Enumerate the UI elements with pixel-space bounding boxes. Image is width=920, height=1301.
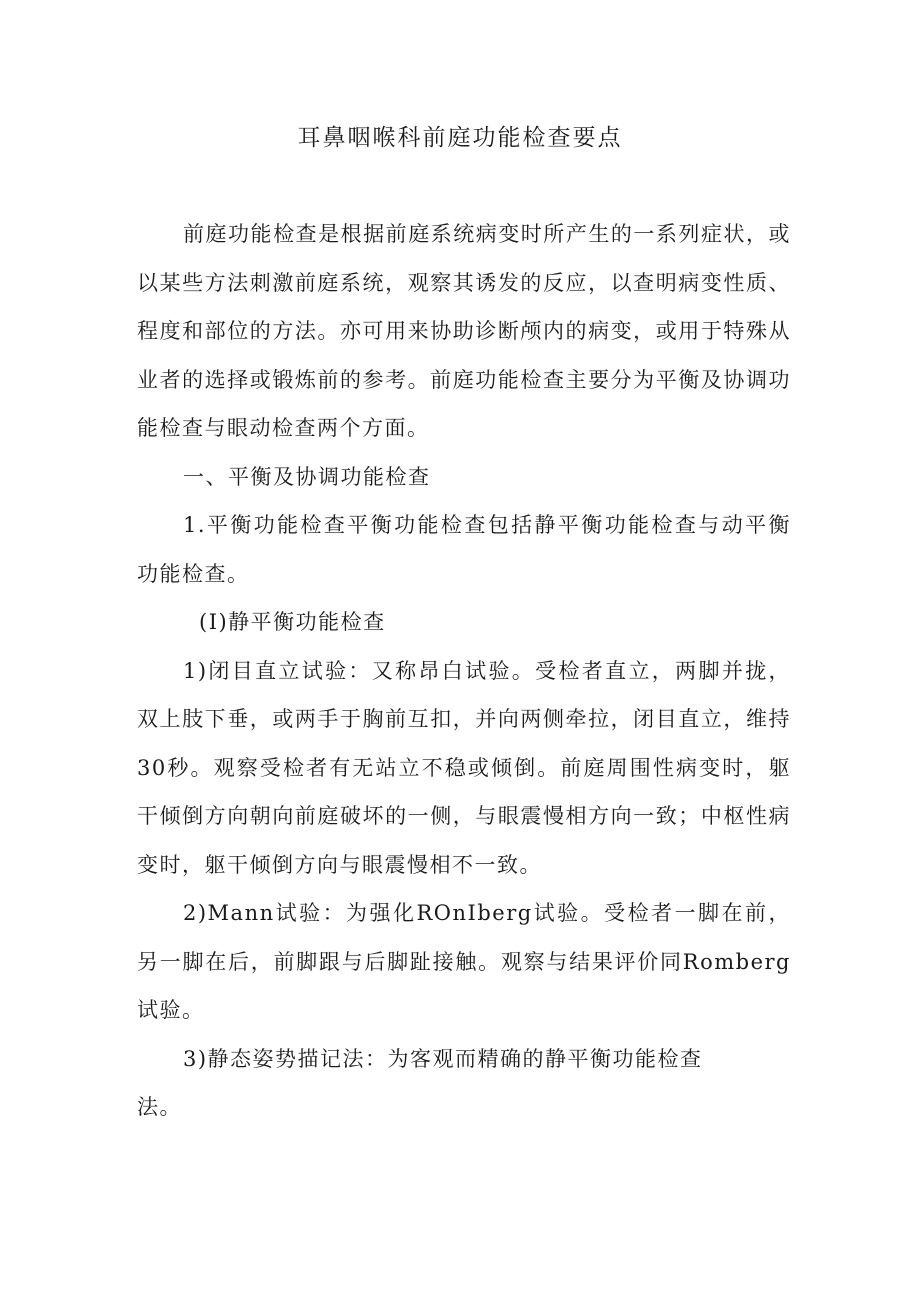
document-title: 耳鼻咽喉科前庭功能检查要点 xyxy=(297,125,623,151)
static-posturography-tail: 法。 xyxy=(137,1095,182,1119)
intro-paragraph: 前庭功能检查是根据前庭系统病变时所产生的一系列症状，或以某些方法刺激前庭系统，观察其诱发的反应，以查明病变性质、程度和部位的方法。亦可用来协助诊断颅内的病变，或用于特殊从业者的选择或锻炼前的参考。前庭功能检查主要分为平衡及协调功能检查与眼动检查两个方面。 xyxy=(137,222,791,440)
static-balance-heading: (I)静平衡功能检查 xyxy=(199,610,386,634)
static-posturography-paragraph: 3)静态姿势描记法：为客观而精确的静平衡功能检查 xyxy=(183,1046,703,1071)
mann-test-paragraph: 2)Mann试验：为强化ROnIberg试验。受检者一脚在前，另一脚在后，前脚跟与后脚趾接触。观察与结果评价同Romberg试验。 xyxy=(137,901,791,1022)
balance-function-paragraph: 1.平衡功能检查平衡功能检查包括静平衡功能检查与动平衡功能检查。 xyxy=(137,513,791,586)
document-body xyxy=(137,210,791,1132)
romberg-test-paragraph: 1)闭目直立试验：又称昂白试验。受检者直立，两脚并拢，双上肢下垂，或两手于胸前互扣，并向两侧牵拉，闭目直立，维持30秒。观察受检者有无站立不稳或倾倒。前庭周围性病变时，躯干倾倒方向朝向前庭破坏的一侧，与眼震慢相方向一致；中枢性病变时，躯干倾倒方向与眼震慢相不一致。 xyxy=(137,658,791,877)
section-heading-balance: 一、平衡及协调功能检查 xyxy=(183,464,431,489)
